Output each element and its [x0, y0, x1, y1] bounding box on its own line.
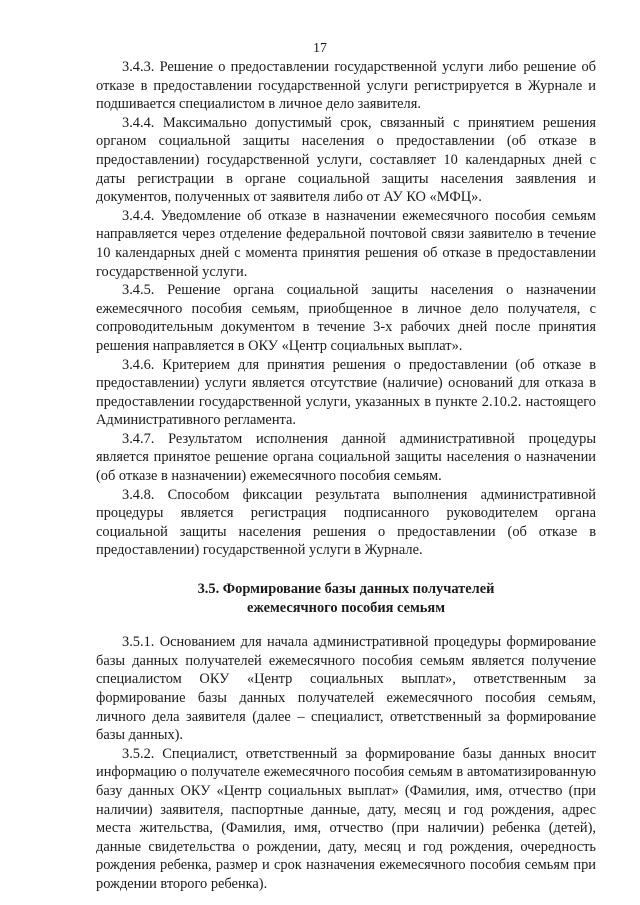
paragraph-3-4-6: 3.4.6. Критерием для принятия решения о предоставлении (об отказе в предоставлении) услуги является отсутствие (наличие) оснований для отказа в предоставлении государственной услуги, указанных в пункте 2.10.2. настоящего Административного регламента.: [96, 356, 596, 429]
page-number: 17: [313, 41, 327, 56]
paragraph-3-4-7: 3.4.7. Результатом исполнения данной административной процедуры является принятое решение органа социальной защиты населения о назначении (об отказе в назначении) ежемесячного пособия семьям.: [96, 430, 596, 485]
section-heading-line-1: 3.5. Формирование базы данных получателей: [197, 581, 495, 598]
paragraph-3-4-4-notice: 3.4.4. Уведомление об отказе в назначении ежемесячного пособия семьям направляется через отделение федеральной почтовой связи заявителю в течение 10 календарных дней с момента принятия решения об отказе в предоставлении государственной услуги.: [96, 207, 596, 280]
paragraph-3-4-3: 3.4.3. Решение о предоставлении государственной услуги либо решение об отказе в предоставлении государственной услуги регистрируется в Журнале и подшивается специалистом в личное дело заявителя.: [96, 59, 596, 113]
paragraph-3-5-2: 3.5.2. Специалист, ответственный за формирование базы данных вносит информацию о получателе ежемесячного пособия семьям в автоматизированную базу данных ОКУ «Центр социальных выплат» (Фамилия, имя, отчество (при наличии) заявителя, паспортные данные, дату, месяц и год рождения, адрес места жительства, (Фамилия, имя, отчество (при наличии) ребенка (детей), данные свидетельства о рождении, дату, месяц и год рождения, очередность рождения ребенка, размер и срок назначения ежемесячного пособия семьям при рождении второго ребенка).: [96, 745, 596, 892]
paragraph-3-4-4-deadline: 3.4.4. Максимально допустимый срок, связанный с принятием решения органом социальной защиты населения о предоставлении (об отказе в предоставлении) государственной услуги, составляет 10 календарных дней с даты регистрации в органе социальной защиты населения заявления и документов, полученных от заявителя либо от АУ КО «МФЦ».: [96, 114, 596, 206]
document-body: [96, 58, 596, 894]
paragraph-3-5-1: 3.5.1. Основанием для начала административной процедуры формирование базы данных получателей ежемесячного пособия семьям является получение специалистом ОКУ «Центр социальных выплат», ответственным за формирование базы данных получателей ежемесячного пособия семьям, личного дела заявителя (далее – специалист, ответственный за формирование базы данных).: [96, 634, 596, 744]
paragraph-3-4-8: 3.4.8. Способом фиксации результата выполнения административной процедуры является регистрация подписанного руководителем органа социальной защиты населения решения о предоставлении (об отказе в предоставлении) государственной услуги в Журнале.: [96, 486, 596, 559]
section-heading-line-2: ежемесячного пособия семьям: [246, 599, 446, 616]
section-heading-3-5: [96, 580, 596, 617]
paragraph-3-4-5: 3.4.5. Решение органа социальной защиты населения о назначении ежемесячного пособия семьям, приобщенное в личное дело получателя, с сопроводительным документом в течение 3-х рабочих дней после принятия решения направляется в ОКУ «Центр социальных выплат».: [96, 282, 596, 354]
